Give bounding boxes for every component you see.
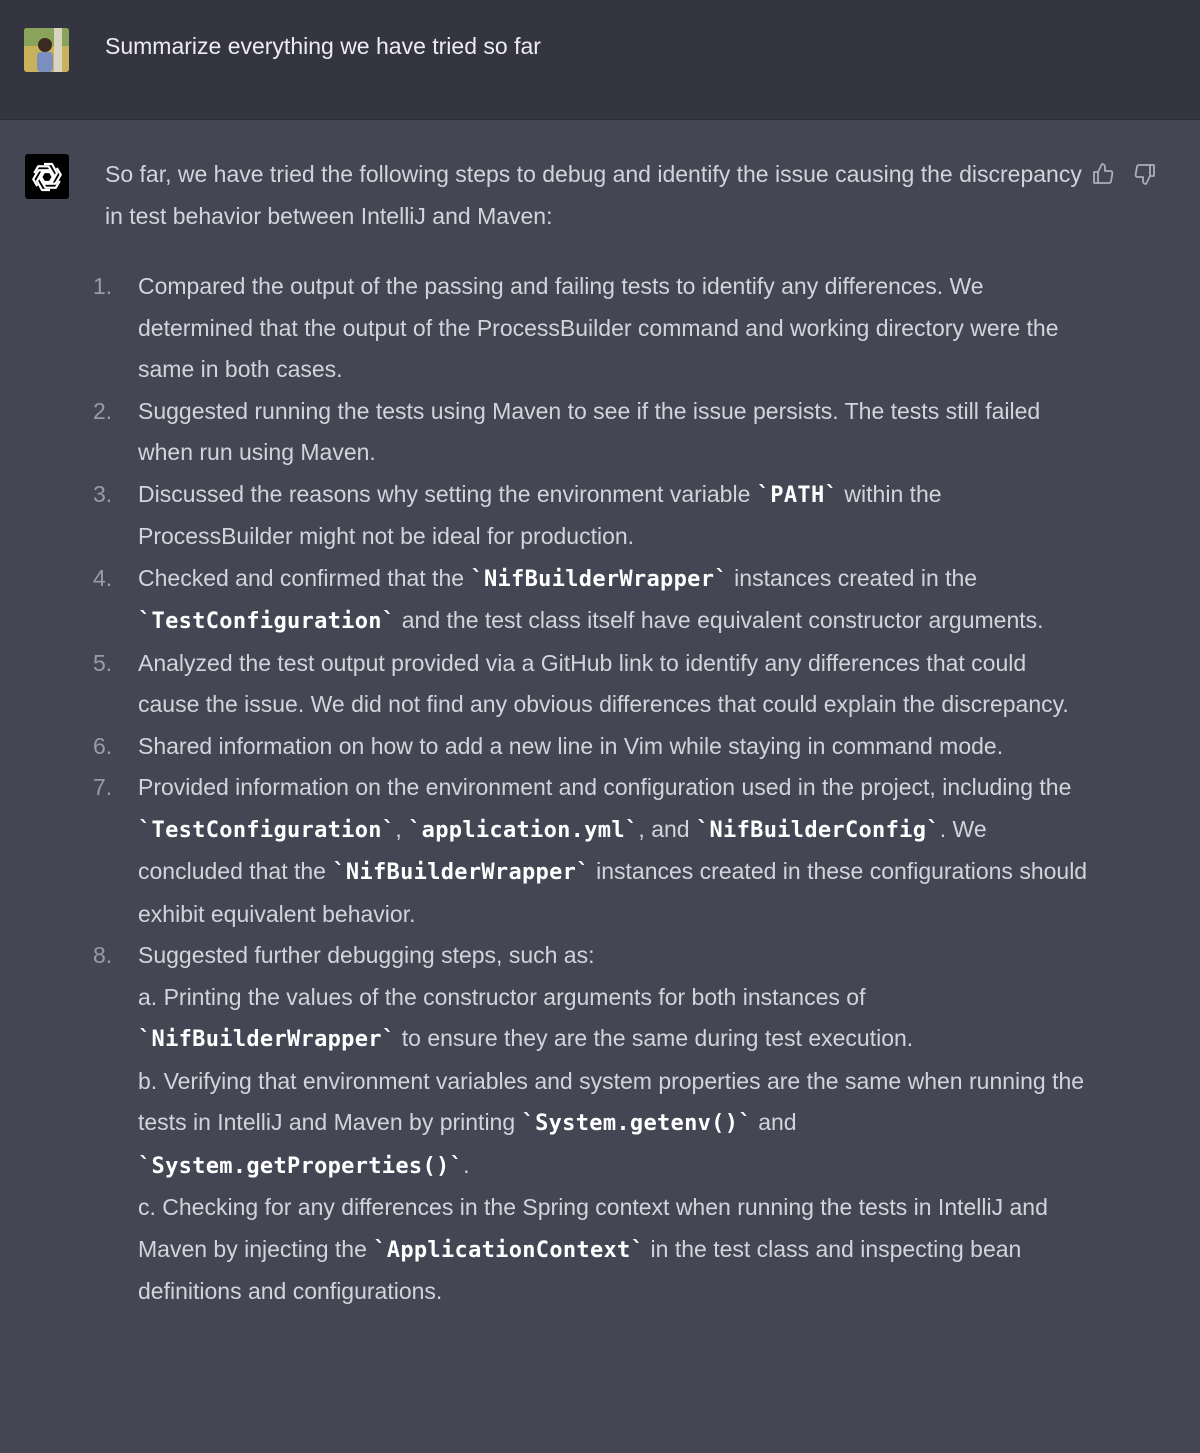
step-text: b. Verifying that environment variables and system properties are the same when running the tests in IntelliJ and Maven by printing: [138, 1067, 1085, 1135]
user-message: [0, 0, 1200, 120]
list-number: 1.: [93, 273, 113, 299]
inline-code: `System.getProperties()`: [138, 1153, 464, 1179]
step-text: Suggested running the tests using Maven to see if the issue persists. The tests still failed when run using Maven.: [138, 397, 1041, 465]
inline-code: `PATH`: [756, 482, 839, 508]
inline-code: `NifBuilderWrapper`: [138, 1027, 396, 1052]
inline-code: `NifBuilderConfig`: [695, 817, 940, 843]
inline-code: `application.yml`: [408, 817, 639, 843]
list-number: 5.: [93, 649, 113, 676]
list-item: [93, 643, 1090, 726]
steps-list: [93, 266, 1090, 1313]
list-item: [93, 266, 1090, 391]
step-text: ,: [395, 815, 409, 842]
user-avatar: [24, 28, 69, 72]
step-text: instances created in the: [727, 564, 978, 591]
step-text: a. Printing the values of the constructor arguments for both instances of: [138, 983, 866, 1010]
step-text: . We concluded that the: [138, 815, 987, 884]
sub-step-a: [138, 977, 1090, 1061]
step-text: Analyzed the test output provided via a GitHub link to identify any differences that could cause the issue. We did not find any obvious differences that could explain the discrepancy.: [138, 649, 1069, 717]
step-text: within the ProcessBuilder might not be ideal for production.: [138, 480, 942, 549]
list-item: [93, 726, 1090, 768]
list-number: 7.: [93, 774, 113, 800]
inline-code: `TestConfiguration`: [138, 817, 396, 843]
step-text: Provided information on the environment and configuration used in the project, including the: [138, 774, 1072, 800]
thumbs-down-icon[interactable]: [1131, 160, 1159, 188]
assistant-answer: [93, 154, 1090, 1313]
thumbs-up-icon[interactable]: [1089, 160, 1117, 188]
inline-code: `NifBuilderWrapper`: [470, 566, 728, 592]
openai-logo-icon: [25, 154, 69, 199]
step-text: and: [751, 1109, 797, 1135]
list-number: 4.: [93, 564, 113, 591]
inline-code: `NifBuilderWrapper`: [332, 860, 590, 885]
list-item: [93, 558, 1090, 643]
user-prompt: Summarize everything we have tried so far: [105, 33, 541, 59]
step-text: Compared the output of the passing and failing tests to identify any differences. We determined that the output of the ProcessBuilder command and working directory were the same in both cases.: [138, 273, 1059, 382]
sub-step-b: [138, 1061, 1090, 1188]
step-text: and the test class itself have equivalent constructor arguments.: [395, 607, 1044, 633]
list-number: 6.: [93, 732, 113, 759]
step-text: instances created in these configurations should exhibit equivalent behavior.: [138, 858, 1088, 927]
step-text: .: [463, 1151, 470, 1178]
step-text: Discussed the reasons why setting the environment variable: [138, 480, 757, 507]
step-text: Shared information on how to add a new line in Vim while staying in command mode.: [138, 732, 1004, 759]
inline-code: `TestConfiguration`: [138, 609, 396, 634]
step-text: Checked and confirmed that the: [138, 564, 471, 591]
list-item: [93, 474, 1090, 558]
step-text: in the test class and inspecting bean definitions and configurations.: [138, 1235, 1022, 1304]
list-item: [93, 767, 1090, 935]
step-text: Suggested further debugging steps, such as:: [138, 942, 595, 968]
sub-step-c: [138, 1187, 1090, 1313]
inline-code: `System.getenv()`: [521, 1111, 752, 1136]
list-item: [93, 935, 1090, 1313]
step-text: , and: [638, 815, 696, 842]
inline-code: `ApplicationContext`: [373, 1237, 645, 1263]
list-number: 8.: [93, 942, 113, 968]
answer-intro: So far, we have tried the following steps to debug and identify the issue causing the discrepancy in test behavior between IntelliJ and Maven:: [105, 161, 1082, 229]
list-item: [93, 391, 1090, 474]
list-number: 3.: [93, 480, 113, 507]
list-number: 2.: [93, 397, 113, 424]
step-text: c. Checking for any differences in the Spring context when running the tests in IntelliJ and Maven by injecting the: [138, 1194, 1048, 1262]
step-text: to ensure they are the same during test execution.: [395, 1025, 914, 1051]
assistant-message: [0, 120, 1200, 1453]
